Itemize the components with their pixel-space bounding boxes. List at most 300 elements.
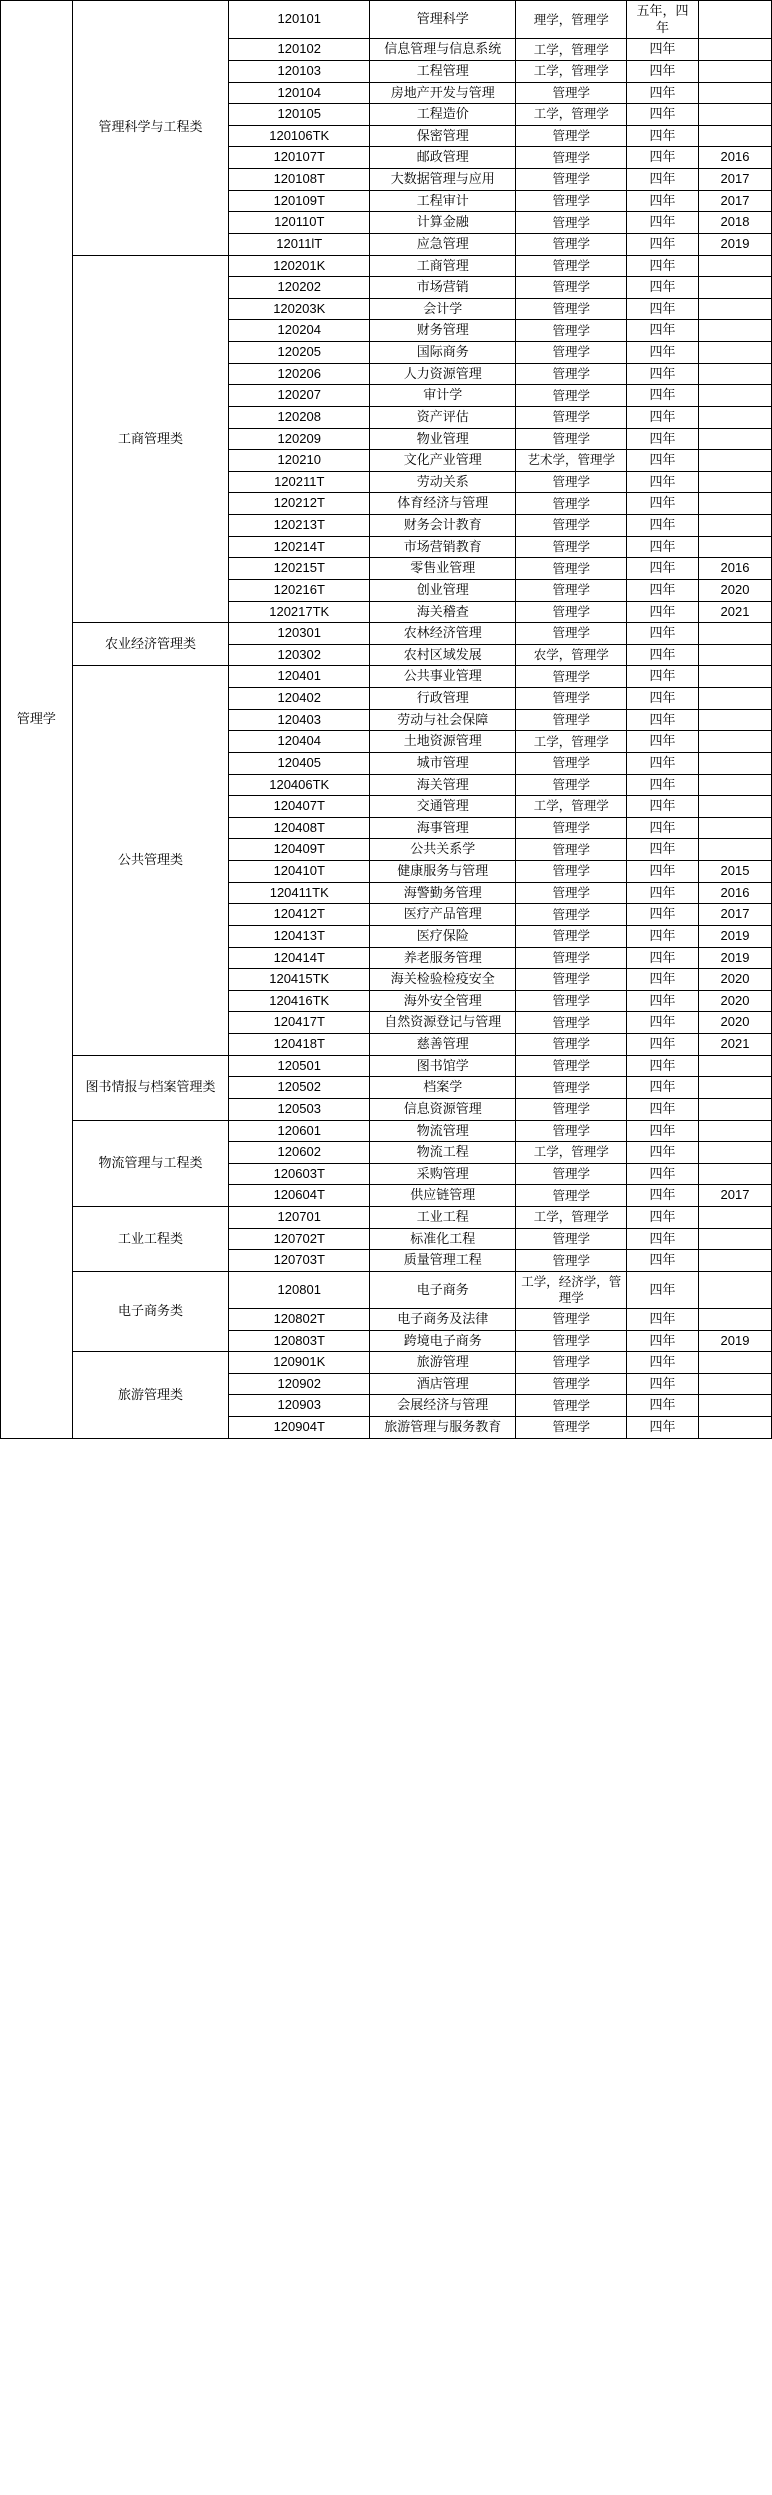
- major-code-cell: 120601: [229, 1120, 370, 1142]
- added-year-cell: 2016: [698, 882, 771, 904]
- added-year-cell: [698, 125, 771, 147]
- added-year-cell: 2017: [698, 904, 771, 926]
- duration-cell: 四年: [627, 1395, 699, 1417]
- major-name-cell: 跨境电子商务: [370, 1330, 516, 1352]
- table-row: [1, 1055, 772, 1077]
- added-year-cell: [698, 1077, 771, 1099]
- duration-cell: 四年: [627, 277, 699, 299]
- majors-table-body: [1, 1, 772, 1439]
- major-code-cell: 120418T: [229, 1034, 370, 1056]
- degree-cell: 管理学: [516, 1352, 627, 1374]
- major-name-cell: 海关检验检疫安全: [370, 969, 516, 991]
- degree-cell: 管理学: [516, 298, 627, 320]
- added-year-cell: [698, 1120, 771, 1142]
- major-name-cell: 农村区域发展: [370, 644, 516, 666]
- duration-cell: 四年: [627, 493, 699, 515]
- added-year-cell: 2016: [698, 558, 771, 580]
- degree-cell: 管理学: [516, 666, 627, 688]
- degree-cell: 管理学: [516, 428, 627, 450]
- major-name-cell: 物流管理: [370, 1120, 516, 1142]
- duration-cell: 四年: [627, 1330, 699, 1352]
- major-name-cell: 标准化工程: [370, 1228, 516, 1250]
- added-year-cell: 2019: [698, 925, 771, 947]
- degree-cell: 管理学: [516, 752, 627, 774]
- major-code-cell: 120201K: [229, 255, 370, 277]
- duration-cell: 四年: [627, 515, 699, 537]
- degree-cell: 管理学: [516, 947, 627, 969]
- major-name-cell: 海关稽查: [370, 601, 516, 623]
- major-code-cell: 120801: [229, 1271, 370, 1308]
- major-name-cell: 审计学: [370, 385, 516, 407]
- major-name-cell: 工商管理: [370, 255, 516, 277]
- duration-cell: 四年: [627, 342, 699, 364]
- major-name-cell: 农林经济管理: [370, 623, 516, 645]
- added-year-cell: [698, 536, 771, 558]
- major-code-cell: 120502: [229, 1077, 370, 1099]
- category-cell: 电子商务类: [72, 1271, 229, 1351]
- degree-cell: 管理学: [516, 169, 627, 191]
- major-name-cell: 劳动与社会保障: [370, 709, 516, 731]
- major-code-cell: 120411TK: [229, 882, 370, 904]
- duration-cell: 四年: [627, 233, 699, 255]
- duration-cell: 四年: [627, 212, 699, 234]
- duration-cell: 四年: [627, 882, 699, 904]
- added-year-cell: 2020: [698, 1012, 771, 1034]
- degree-cell: 管理学: [516, 774, 627, 796]
- degree-cell: 管理学: [516, 385, 627, 407]
- added-year-cell: [698, 839, 771, 861]
- duration-cell: 四年: [627, 558, 699, 580]
- major-code-cell: 120108T: [229, 169, 370, 191]
- duration-cell: 四年: [627, 320, 699, 342]
- major-code-cell: 120701: [229, 1207, 370, 1229]
- major-name-cell: 健康服务与管理: [370, 861, 516, 883]
- table-row: [1, 255, 772, 277]
- major-code-cell: 120401: [229, 666, 370, 688]
- duration-cell: 四年: [627, 579, 699, 601]
- major-code-cell: 120414T: [229, 947, 370, 969]
- duration-cell: 四年: [627, 1308, 699, 1330]
- degree-cell: 管理学: [516, 882, 627, 904]
- major-name-cell: 工程管理: [370, 60, 516, 82]
- added-year-cell: [698, 709, 771, 731]
- added-year-cell: [698, 298, 771, 320]
- major-name-cell: 保密管理: [370, 125, 516, 147]
- added-year-cell: [698, 1228, 771, 1250]
- major-code-cell: 120416TK: [229, 990, 370, 1012]
- major-code-cell: 120208: [229, 406, 370, 428]
- added-year-cell: 2021: [698, 1034, 771, 1056]
- duration-cell: 五年，四年: [627, 1, 699, 39]
- major-code-cell: 120904T: [229, 1417, 370, 1439]
- discipline-cell: 管理学: [1, 1, 73, 1439]
- major-code-cell: 120802T: [229, 1308, 370, 1330]
- degree-cell: 管理学: [516, 147, 627, 169]
- duration-cell: 四年: [627, 817, 699, 839]
- duration-cell: 四年: [627, 39, 699, 61]
- added-year-cell: [698, 255, 771, 277]
- major-code-cell: 120106TK: [229, 125, 370, 147]
- major-code-cell: 120415TK: [229, 969, 370, 991]
- duration-cell: 四年: [627, 125, 699, 147]
- major-name-cell: 文化产业管理: [370, 450, 516, 472]
- duration-cell: 四年: [627, 82, 699, 104]
- major-name-cell: 会计学: [370, 298, 516, 320]
- degree-cell: 管理学: [516, 363, 627, 385]
- major-name-cell: 邮政管理: [370, 147, 516, 169]
- duration-cell: 四年: [627, 255, 699, 277]
- table-row: [1, 623, 772, 645]
- degree-cell: 管理学: [516, 277, 627, 299]
- major-name-cell: 海外安全管理: [370, 990, 516, 1012]
- duration-cell: 四年: [627, 1228, 699, 1250]
- major-name-cell: 房地产开发与管理: [370, 82, 516, 104]
- major-name-cell: 应急管理: [370, 233, 516, 255]
- duration-cell: 四年: [627, 861, 699, 883]
- added-year-cell: [698, 1308, 771, 1330]
- added-year-cell: [698, 1098, 771, 1120]
- duration-cell: 四年: [627, 796, 699, 818]
- added-year-cell: 2016: [698, 147, 771, 169]
- major-name-cell: 档案学: [370, 1077, 516, 1099]
- duration-cell: 四年: [627, 60, 699, 82]
- major-name-cell: 城市管理: [370, 752, 516, 774]
- degree-cell: 管理学: [516, 1077, 627, 1099]
- duration-cell: 四年: [627, 1352, 699, 1374]
- degree-cell: 工学，管理学: [516, 796, 627, 818]
- duration-cell: 四年: [627, 147, 699, 169]
- added-year-cell: 2015: [698, 861, 771, 883]
- duration-cell: 四年: [627, 904, 699, 926]
- major-code-cell: 120903: [229, 1395, 370, 1417]
- added-year-cell: [698, 493, 771, 515]
- category-cell: 工业工程类: [72, 1207, 229, 1272]
- major-code-cell: 120205: [229, 342, 370, 364]
- table-row: [1, 1, 772, 39]
- added-year-cell: [698, 731, 771, 753]
- major-name-cell: 大数据管理与应用: [370, 169, 516, 191]
- degree-cell: 管理学: [516, 515, 627, 537]
- added-year-cell: [698, 1395, 771, 1417]
- major-code-cell: 120702T: [229, 1228, 370, 1250]
- major-code-cell: 120407T: [229, 796, 370, 818]
- major-name-cell: 会展经济与管理: [370, 1395, 516, 1417]
- major-name-cell: 劳动关系: [370, 471, 516, 493]
- duration-cell: 四年: [627, 1055, 699, 1077]
- major-code-cell: 120202: [229, 277, 370, 299]
- major-name-cell: 电子商务: [370, 1271, 516, 1308]
- duration-cell: 四年: [627, 925, 699, 947]
- major-code-cell: 120404: [229, 731, 370, 753]
- duration-cell: 四年: [627, 104, 699, 126]
- degree-cell: 管理学: [516, 1012, 627, 1034]
- major-name-cell: 交通管理: [370, 796, 516, 818]
- major-name-cell: 土地资源管理: [370, 731, 516, 753]
- category-cell: 管理科学与工程类: [72, 1, 229, 256]
- added-year-cell: [698, 774, 771, 796]
- major-name-cell: 创业管理: [370, 579, 516, 601]
- major-code-cell: 120602: [229, 1142, 370, 1164]
- added-year-cell: [698, 385, 771, 407]
- duration-cell: 四年: [627, 1373, 699, 1395]
- major-code-cell: 120302: [229, 644, 370, 666]
- major-name-cell: 工程审计: [370, 190, 516, 212]
- duration-cell: 四年: [627, 298, 699, 320]
- major-code-cell: 120104: [229, 82, 370, 104]
- major-code-cell: 120209: [229, 428, 370, 450]
- major-name-cell: 市场营销教育: [370, 536, 516, 558]
- duration-cell: 四年: [627, 1034, 699, 1056]
- degree-cell: 管理学: [516, 1098, 627, 1120]
- major-code-cell: 120417T: [229, 1012, 370, 1034]
- major-code-cell: 120301: [229, 623, 370, 645]
- duration-cell: 四年: [627, 1163, 699, 1185]
- duration-cell: 四年: [627, 536, 699, 558]
- duration-cell: 四年: [627, 1077, 699, 1099]
- major-name-cell: 质量管理工程: [370, 1250, 516, 1272]
- degree-cell: 管理学: [516, 233, 627, 255]
- major-code-cell: 120501: [229, 1055, 370, 1077]
- degree-cell: 管理学: [516, 82, 627, 104]
- major-code-cell: 120105: [229, 104, 370, 126]
- major-name-cell: 酒店管理: [370, 1373, 516, 1395]
- duration-cell: 四年: [627, 839, 699, 861]
- added-year-cell: [698, 60, 771, 82]
- added-year-cell: 2017: [698, 190, 771, 212]
- added-year-cell: [698, 1055, 771, 1077]
- added-year-cell: [698, 450, 771, 472]
- major-code-cell: 120211T: [229, 471, 370, 493]
- duration-cell: 四年: [627, 752, 699, 774]
- degree-cell: 管理学: [516, 1308, 627, 1330]
- added-year-cell: [698, 623, 771, 645]
- duration-cell: 四年: [627, 1185, 699, 1207]
- major-code-cell: 120503: [229, 1098, 370, 1120]
- added-year-cell: [698, 406, 771, 428]
- major-code-cell: 120703T: [229, 1250, 370, 1272]
- category-cell: 工商管理类: [72, 255, 229, 623]
- major-code-cell: 120604T: [229, 1185, 370, 1207]
- added-year-cell: [698, 428, 771, 450]
- degree-cell: 管理学: [516, 1395, 627, 1417]
- degree-cell: 艺术学，管理学: [516, 450, 627, 472]
- added-year-cell: 2021: [698, 601, 771, 623]
- major-code-cell: 120101: [229, 1, 370, 39]
- added-year-cell: [698, 817, 771, 839]
- added-year-cell: [698, 1373, 771, 1395]
- category-cell: 公共管理类: [72, 666, 229, 1055]
- added-year-cell: [698, 1, 771, 39]
- added-year-cell: [698, 277, 771, 299]
- duration-cell: 四年: [627, 1098, 699, 1120]
- table-row: [1, 1352, 772, 1374]
- degree-cell: 管理学: [516, 1250, 627, 1272]
- degree-cell: 管理学: [516, 190, 627, 212]
- added-year-cell: [698, 342, 771, 364]
- major-code-cell: 120412T: [229, 904, 370, 926]
- degree-cell: 管理学: [516, 709, 627, 731]
- duration-cell: 四年: [627, 731, 699, 753]
- added-year-cell: [698, 515, 771, 537]
- degree-cell: 农学，管理学: [516, 644, 627, 666]
- added-year-cell: [698, 1163, 771, 1185]
- duration-cell: 四年: [627, 385, 699, 407]
- major-name-cell: 管理科学: [370, 1, 516, 39]
- duration-cell: 四年: [627, 169, 699, 191]
- degree-cell: 管理学: [516, 255, 627, 277]
- table-row: [1, 1271, 772, 1308]
- degree-cell: 管理学: [516, 990, 627, 1012]
- degree-cell: 管理学: [516, 579, 627, 601]
- added-year-cell: [698, 796, 771, 818]
- degree-cell: 管理学: [516, 1163, 627, 1185]
- added-year-cell: [698, 104, 771, 126]
- duration-cell: 四年: [627, 688, 699, 710]
- added-year-cell: [698, 1352, 771, 1374]
- major-name-cell: 行政管理: [370, 688, 516, 710]
- added-year-cell: 2017: [698, 1185, 771, 1207]
- major-code-cell: 120214T: [229, 536, 370, 558]
- major-code-cell: 120413T: [229, 925, 370, 947]
- major-code-cell: 120216T: [229, 579, 370, 601]
- category-cell: 图书情报与档案管理类: [72, 1055, 229, 1120]
- major-code-cell: 120803T: [229, 1330, 370, 1352]
- major-name-cell: 体育经济与管理: [370, 493, 516, 515]
- major-name-cell: 医疗产品管理: [370, 904, 516, 926]
- degree-cell: 工学，管理学: [516, 1207, 627, 1229]
- added-year-cell: 2020: [698, 579, 771, 601]
- degree-cell: 工学，管理学: [516, 104, 627, 126]
- added-year-cell: [698, 752, 771, 774]
- added-year-cell: [698, 666, 771, 688]
- degree-cell: 工学，管理学: [516, 731, 627, 753]
- added-year-cell: 2018: [698, 212, 771, 234]
- degree-cell: 管理学: [516, 320, 627, 342]
- added-year-cell: [698, 1250, 771, 1272]
- major-name-cell: 公共事业管理: [370, 666, 516, 688]
- added-year-cell: 2020: [698, 969, 771, 991]
- major-code-cell: 120212T: [229, 493, 370, 515]
- duration-cell: 四年: [627, 666, 699, 688]
- degree-cell: 管理学: [516, 1185, 627, 1207]
- duration-cell: 四年: [627, 190, 699, 212]
- degree-cell: 管理学: [516, 1330, 627, 1352]
- category-cell: 物流管理与工程类: [72, 1120, 229, 1207]
- added-year-cell: [698, 363, 771, 385]
- table-row: [1, 666, 772, 688]
- degree-cell: 管理学: [516, 1228, 627, 1250]
- major-code-cell: 120408T: [229, 817, 370, 839]
- duration-cell: 四年: [627, 363, 699, 385]
- duration-cell: 四年: [627, 644, 699, 666]
- major-name-cell: 资产评估: [370, 406, 516, 428]
- major-name-cell: 旅游管理与服务教育: [370, 1417, 516, 1439]
- major-code-cell: 120107T: [229, 147, 370, 169]
- degree-cell: 管理学: [516, 1055, 627, 1077]
- degree-cell: 管理学: [516, 493, 627, 515]
- added-year-cell: 2019: [698, 233, 771, 255]
- duration-cell: 四年: [627, 990, 699, 1012]
- duration-cell: 四年: [627, 428, 699, 450]
- major-name-cell: 财务会计教育: [370, 515, 516, 537]
- major-name-cell: 物流工程: [370, 1142, 516, 1164]
- major-code-cell: 120901K: [229, 1352, 370, 1374]
- major-name-cell: 计算金融: [370, 212, 516, 234]
- major-name-cell: 工程造价: [370, 104, 516, 126]
- major-code-cell: 120110T: [229, 212, 370, 234]
- major-name-cell: 海关管理: [370, 774, 516, 796]
- added-year-cell: [698, 1142, 771, 1164]
- added-year-cell: 2020: [698, 990, 771, 1012]
- degree-cell: 管理学: [516, 601, 627, 623]
- major-code-cell: 120403: [229, 709, 370, 731]
- major-code-cell: 120406TK: [229, 774, 370, 796]
- degree-cell: 管理学: [516, 839, 627, 861]
- added-year-cell: [698, 471, 771, 493]
- major-name-cell: 零售业管理: [370, 558, 516, 580]
- added-year-cell: [698, 82, 771, 104]
- degree-cell: 管理学: [516, 1417, 627, 1439]
- degree-cell: 理学，管理学: [516, 1, 627, 39]
- degree-cell: 工学，经济学，管理学: [516, 1271, 627, 1308]
- major-code-cell: 120203K: [229, 298, 370, 320]
- added-year-cell: [698, 320, 771, 342]
- major-name-cell: 信息管理与信息系统: [370, 39, 516, 61]
- degree-cell: 管理学: [516, 125, 627, 147]
- major-code-cell: 120217TK: [229, 601, 370, 623]
- major-name-cell: 工业工程: [370, 1207, 516, 1229]
- major-code-cell: 120103: [229, 60, 370, 82]
- major-code-cell: 120204: [229, 320, 370, 342]
- degree-cell: 工学，管理学: [516, 1142, 627, 1164]
- major-name-cell: 自然资源登记与管理: [370, 1012, 516, 1034]
- major-code-cell: 120102: [229, 39, 370, 61]
- degree-cell: 工学，管理学: [516, 39, 627, 61]
- major-name-cell: 海警勤务管理: [370, 882, 516, 904]
- major-name-cell: 采购管理: [370, 1163, 516, 1185]
- degree-cell: 管理学: [516, 861, 627, 883]
- major-code-cell: 120409T: [229, 839, 370, 861]
- major-name-cell: 国际商务: [370, 342, 516, 364]
- major-name-cell: 供应链管理: [370, 1185, 516, 1207]
- major-name-cell: 养老服务管理: [370, 947, 516, 969]
- added-year-cell: [698, 1417, 771, 1439]
- duration-cell: 四年: [627, 1142, 699, 1164]
- degree-cell: 管理学: [516, 688, 627, 710]
- table-row: [1, 1207, 772, 1229]
- added-year-cell: [698, 688, 771, 710]
- category-cell: 旅游管理类: [72, 1352, 229, 1439]
- major-name-cell: 市场营销: [370, 277, 516, 299]
- major-name-cell: 物业管理: [370, 428, 516, 450]
- degree-cell: 管理学: [516, 623, 627, 645]
- duration-cell: 四年: [627, 1250, 699, 1272]
- degree-cell: 管理学: [516, 817, 627, 839]
- major-name-cell: 旅游管理: [370, 1352, 516, 1374]
- duration-cell: 四年: [627, 1207, 699, 1229]
- duration-cell: 四年: [627, 947, 699, 969]
- degree-cell: 管理学: [516, 1373, 627, 1395]
- major-name-cell: 人力资源管理: [370, 363, 516, 385]
- major-name-cell: 慈善管理: [370, 1034, 516, 1056]
- duration-cell: 四年: [627, 709, 699, 731]
- major-name-cell: 图书馆学: [370, 1055, 516, 1077]
- added-year-cell: 2019: [698, 947, 771, 969]
- degree-cell: 管理学: [516, 1034, 627, 1056]
- duration-cell: 四年: [627, 623, 699, 645]
- duration-cell: 四年: [627, 969, 699, 991]
- major-name-cell: 公共关系学: [370, 839, 516, 861]
